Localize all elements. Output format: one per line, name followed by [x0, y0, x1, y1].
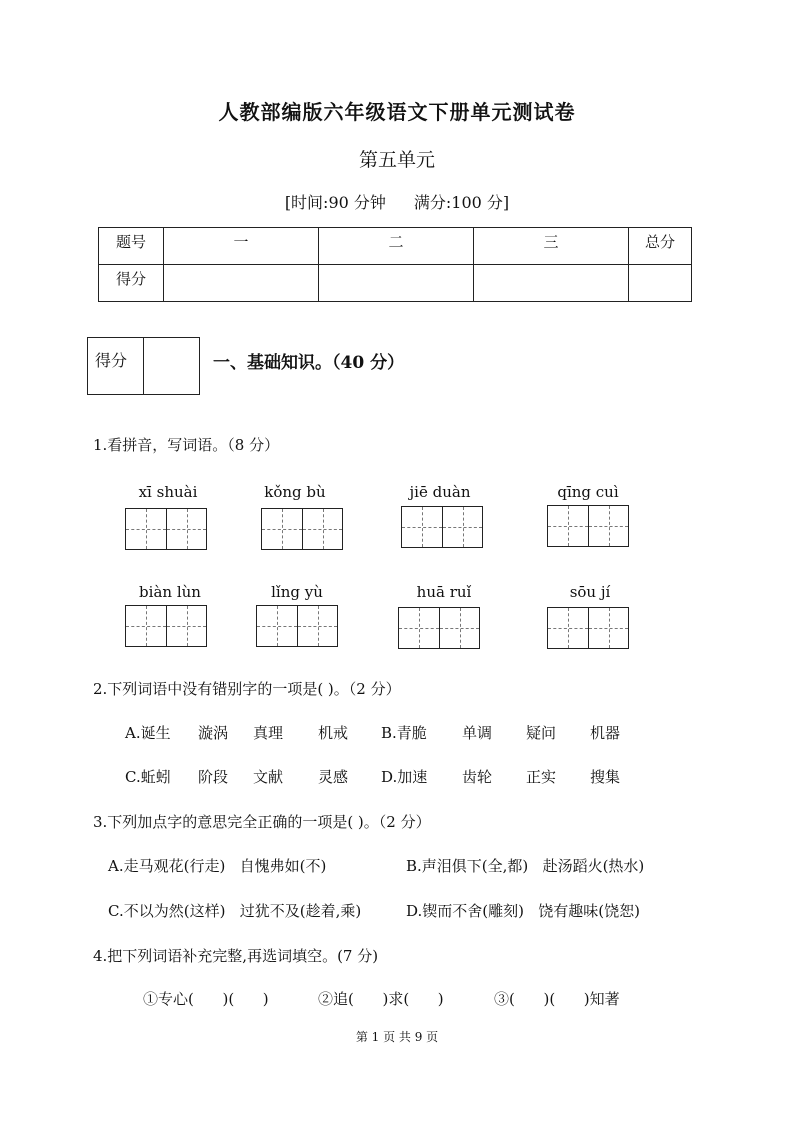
writing-grid[interactable]	[398, 607, 480, 649]
option-b-word: B.青脆	[381, 724, 427, 742]
writing-grid[interactable]	[125, 605, 207, 647]
score-table-cell: 题号	[99, 228, 164, 265]
score-blank[interactable]	[474, 265, 629, 302]
unit-heading: 第五单元	[358, 149, 435, 171]
score-table-score-row	[99, 265, 692, 302]
pinyin-label: lǐng yù	[271, 583, 323, 601]
score-blank[interactable]	[319, 265, 474, 302]
option-a-word: A.诞生	[125, 724, 171, 742]
option-d-word: 正实	[526, 768, 557, 786]
writing-grid[interactable]	[256, 605, 338, 647]
fill-blank-item: ③( )( )知著	[494, 990, 620, 1008]
option-d-word: 齿轮	[462, 768, 493, 786]
option-a-word: 机戒	[318, 724, 349, 742]
pinyin-label: kǒng bù	[264, 483, 326, 501]
fill-blank-item: ①专心( )( )	[143, 990, 269, 1008]
time-limit: [时间:90 分钟	[284, 193, 386, 212]
full-score: 满分:100 分]	[413, 193, 510, 212]
score-blank[interactable]	[164, 265, 319, 302]
option-a-word: 漩涡	[198, 724, 229, 742]
option-a-word: 真理	[253, 724, 284, 742]
pinyin-label: xī shuài	[138, 483, 198, 501]
option-c-word: 文献	[253, 768, 284, 786]
option-c-word: 阶段	[198, 768, 229, 786]
option-d-word: D.加速	[381, 768, 428, 786]
writing-grid[interactable]	[261, 508, 343, 550]
option-d: D.锲而不舍(雕刻) 饶有趣味(饶恕)	[406, 902, 640, 920]
section-score-box	[87, 337, 200, 395]
score-table-cell: 总分	[629, 228, 692, 265]
option-c-word: 灵感	[318, 768, 349, 786]
fill-blank-item: ②追( )求( )	[318, 990, 444, 1008]
option-a: A.走马观花(行走) 自愧弗如(不)	[108, 857, 327, 875]
score-table-header-row	[99, 228, 692, 265]
writing-grid[interactable]	[547, 607, 629, 649]
pinyin-label: biàn lùn	[139, 583, 201, 601]
score-blank[interactable]	[629, 265, 692, 302]
question-3-stem: 3.下列加点字的意思完全正确的一项是( )。（2 分）	[93, 813, 431, 831]
exam-title: 人教部编版六年级语文下册单元测试卷	[218, 100, 576, 124]
writing-grid[interactable]	[401, 506, 483, 548]
page-footer: 第 1 页 共 9 页	[355, 1030, 439, 1044]
score-table	[98, 227, 692, 302]
writing-grid[interactable]	[125, 508, 207, 550]
score-table-cell: 二	[319, 228, 474, 265]
option-c-word: C.蚯蚓	[125, 768, 171, 786]
option-b-word: 机器	[590, 724, 621, 742]
option-d-word: 搜集	[590, 768, 621, 786]
score-table-cell: 得分	[99, 265, 164, 302]
pinyin-label: huā ruǐ	[416, 583, 472, 601]
section-title: 一、基础知识。（40 分）	[213, 353, 405, 373]
time-score-info	[0, 190, 794, 213]
pinyin-label: jiē duàn	[409, 483, 471, 501]
option-b: B.声泪俱下(全,都) 赴汤蹈火(热水)	[406, 857, 645, 875]
pinyin-label: qīng cuì	[557, 483, 619, 501]
pinyin-label: sōu jí	[569, 583, 611, 601]
question-1-stem: 1.看拼音，写词语。（8 分）	[93, 436, 280, 454]
score-table-cell: 三	[474, 228, 629, 265]
section-score-label: 得分	[95, 351, 128, 370]
question-2-stem: 2.下列词语中没有错别字的一项是( )。（2 分）	[93, 680, 401, 698]
question-4-stem: 4.把下列词语补充完整,再选词填空。(7 分)	[93, 947, 379, 965]
option-c: C.不以为然(这样) 过犹不及(趁着,乘)	[108, 902, 362, 920]
option-b-word: 疑问	[526, 724, 557, 742]
score-table-cell: 一	[164, 228, 319, 265]
option-b-word: 单调	[462, 724, 493, 742]
writing-grid[interactable]	[547, 505, 629, 547]
divider	[143, 338, 144, 394]
